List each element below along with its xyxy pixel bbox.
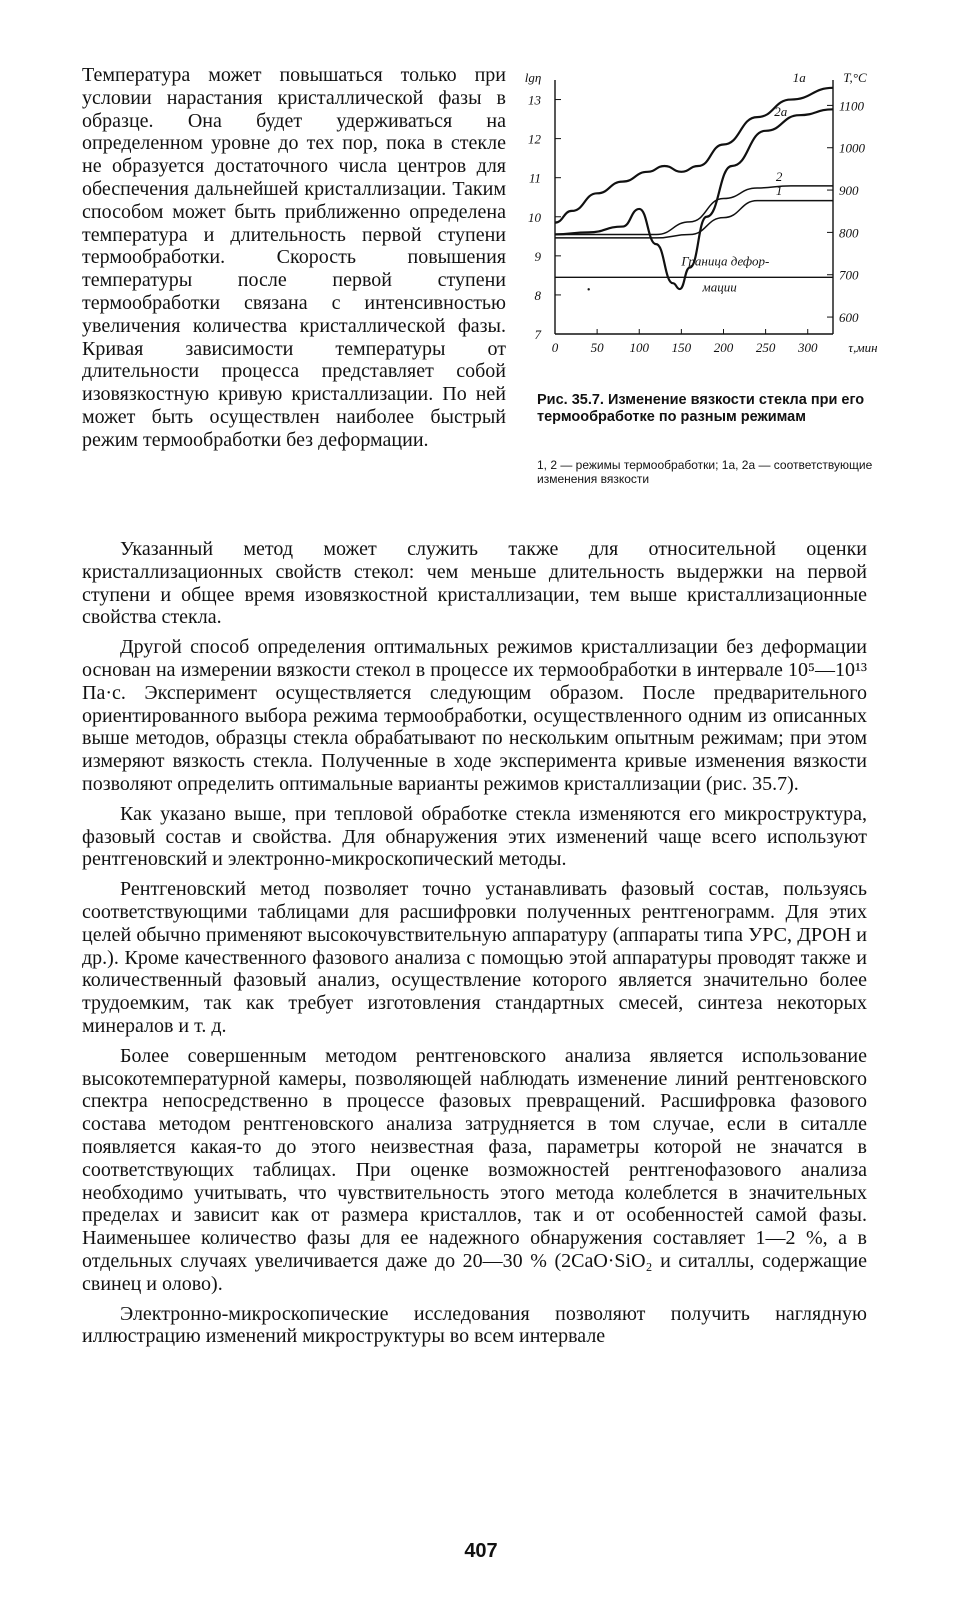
x-tick-label: 250 <box>755 340 776 355</box>
x-tick-label: 200 <box>713 340 734 355</box>
y-left-tick-label: 8 <box>534 287 541 303</box>
y-left-tick-label: 13 <box>528 92 541 108</box>
y-right-tick-label: 600 <box>839 310 859 326</box>
page-number: 407 <box>464 1540 498 1562</box>
y-left-axis-label: lgη <box>524 70 542 85</box>
deformation-label: Граница дефор- <box>681 253 770 269</box>
x-tick-label: 300 <box>797 340 818 355</box>
x-tick-label: 0 <box>551 340 559 355</box>
dot-mark <box>587 288 589 290</box>
y-right-tick-label: 700 <box>839 267 859 283</box>
y-right-axis-label: T,°C <box>843 70 867 85</box>
y-left-tick-label: 10 <box>528 209 541 225</box>
x-tick-label: 50 <box>590 340 604 355</box>
series-line-2а <box>555 109 833 289</box>
paragraph: Электронно-микроскопические исследования позволяют получить наглядную иллюстрацию изменений микроструктуры во всем интервале <box>82 1302 867 1348</box>
series-label-2а: 2а <box>774 104 788 119</box>
body-text <box>82 538 867 1355</box>
figure-35-7 <box>515 66 905 506</box>
y-left-tick-label: 9 <box>534 248 541 264</box>
paragraph: Рентгеновский метод позволяет точно устанавливать фазовый состав, пользуясь соответствующими таблицами для расшифровки полученных рентгенограмм. Для этих целей обычно применяют высокочувствительную аппаратуру (аппараты типа УРС, ДРОН и др.). Кроме качественного фазового анализа с помощью этой аппаратуры проводят также и количественный фазовый анализ, осуществление которого является значительно более трудоемким, так как требует изготовления стандартных смесей, синтеза некоторых минералов и т. д. <box>82 878 867 1037</box>
y-right-tick-label: 900 <box>839 183 859 199</box>
series-line-1а <box>555 88 833 223</box>
paragraph: Другой способ определения оптимальных режимов кристаллизации без деформации основан на измерении вязкости стекол в процессе их термообработки в интервале 10⁵—10¹³ Па·с. Эксперимент осуществляется следующим образом. После предварительного ориентированного выбора режима термообработки, осуществленного одним из описанных выше методов, образцы стекла обрабатывают по нескольким опытным режимам; при этом измеряют вязкость стекла. Полученные в ходе эксперимента кривые изменения вязкости позволяют определить оптимальные варианты режимов кристаллизации (рис. 35.7). <box>82 636 867 795</box>
series-label-2: 2 <box>775 168 783 184</box>
figure-caption-legend: 1, 2 — режимы термообработки; 1а, 2а — соответствующие изменения вязкости <box>537 458 873 486</box>
y-left-tick-label: 7 <box>534 327 541 342</box>
y-left-tick-label: 11 <box>528 170 541 186</box>
figure-caption-title: Рис. 35.7. Изменение вязкости стекла при его термообработке по разным режимам <box>537 392 865 425</box>
paragraph: Более совершенным методом рентгеновского анализа является использование высокотемпературной камеры, позволяющей наблюдать изменение линий рентгеновского спектра непосредственно в процессе фазовых превращений. Расшифровка фазового состава методом рентгеновского анализа затрудняется в том случае, если в ситалле появляется какая-то до этого неизвестная фаза, параметры которой не значатся в соответствующих таблицах. При оценке возможностей рентгенофазового анализа необходимо учитывать, что чувствительность этого метода колеблется в значительных пределах и зависит как от размера кристаллов, так и от особенностей самой фазы. Наименьшее количество фазы для ее надежного обнаружения составляет 1—2 %, а в отдельных случаях увеличивается даже до 20—30 % (2CaO·SiO₂ и ситаллы, содержащие свинец и олово). <box>82 1044 867 1295</box>
x-axis-label: τ,мин <box>848 340 878 355</box>
y-left-tick-label: 12 <box>528 131 541 147</box>
paragraph: Указанный метод может служить также для относительной оценки кристаллизационных свойств стекол: чем меньше длительность выдержки на первой ступени и общее время изовязкостной кристаллизации, тем выше кристаллизационные свойства стекла. <box>82 538 867 629</box>
series-label-1а: 1а <box>792 70 806 85</box>
x-tick-label: 150 <box>671 340 692 355</box>
paragraph: Как указано выше, при тепловой обработке стекла изменяются его микроструктура, фазовый состав и свойства. Для обнаружения этих изменений чаще всего используют рентгеновский и электронно-микроскопический методы. <box>82 802 867 871</box>
intro-paragraph: Температура может повышаться только при условии нарастания кристаллической фазы в образце. Она будет удерживаться на определенном уровне до тех пор, пока в стекле не образуется достаточного числа центров для обеспечения дальнейшей кристаллизации. Таким способом может быть приближенно определена температура и длительность первой ступени термообработки. Скорость повышения температуры после первой ступени термообработки связана с интенсивностью увеличения количества кристаллической фазы. Кривая зависимости температуры от длительности процесса представляет собой изовязкостную кривую кристаллизации. По ней может быть осуществлен наиболее быстрый режим термообработки без деформации. <box>82 64 506 451</box>
y-right-tick-label: 800 <box>839 225 859 241</box>
x-tick-label: 100 <box>629 340 649 355</box>
y-right-tick-label: 1100 <box>839 98 865 114</box>
series-label-1: 1 <box>775 183 783 199</box>
deformation-label: мации <box>702 279 737 295</box>
viscosity-chart <box>515 66 905 386</box>
y-right-tick-label: 1000 <box>839 140 865 156</box>
